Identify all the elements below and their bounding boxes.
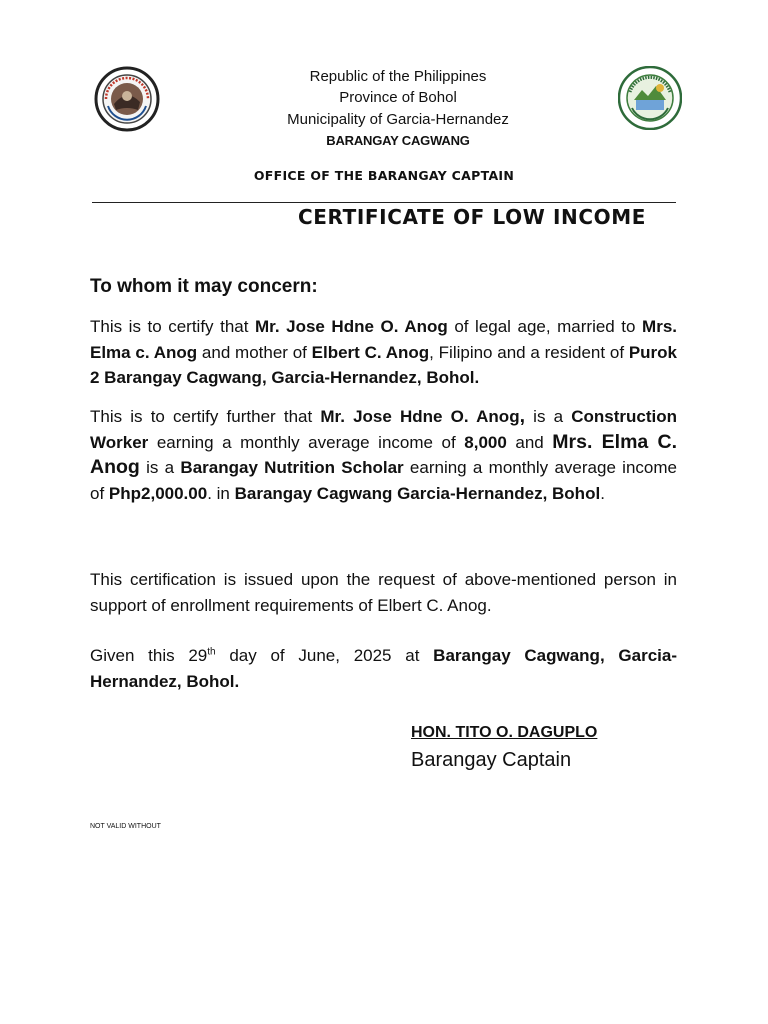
signatory-name: HON. TITO O. DAGUPLO xyxy=(411,724,598,741)
paragraph-purpose: This certification is issued upon the request of above-mentioned person in support of enrollment requirements of Elbert C. Anog. xyxy=(90,570,677,615)
header-divider xyxy=(92,202,676,203)
office-heading: OFFICE OF THE BARANGAY CAPTAIN xyxy=(253,168,515,183)
municipal-seal-logo xyxy=(618,66,682,130)
salutation: To whom it may concern: xyxy=(90,276,318,297)
paragraph-date-place: Given this 29th day of June, 2025 at Barangay Cagwang, Garcia-Hernandez, Bohol. xyxy=(90,646,677,691)
paragraph-income: This is to certify further that Mr. Jose Hdne O. Anog, is a Construction Worker earning a monthly average income of 8,000 and Mrs. Elma C. Anog is a Barangay Nutrition Scholar earning a monthly average income of Php2,000.00. in Barangay Cagwang Garcia-Hernandez, Bohol. xyxy=(90,405,677,503)
paragraph-identity: This is to certify that Mr. Jose Hdne O. Anog of legal age, married to Mrs. Elma c. Anog and mother of Elbert C. Anog, Filipino and a resident of Purok 2 Barangay Cagwang, Garcia-Hernandez, Bohol. xyxy=(90,317,678,387)
certificate-title: CERTIFICATE OF LOW INCOME xyxy=(297,205,646,229)
barangay-seal-logo xyxy=(94,66,160,132)
signatory-title: Barangay Captain xyxy=(411,749,572,771)
header-barangay: BARANGAY CAGWANG xyxy=(326,133,470,148)
header-municipality: Municipality of Garcia-Hernandez xyxy=(287,111,509,128)
validity-note: NOT VALID WITHOUT xyxy=(90,823,161,830)
header-province: Province of Bohol xyxy=(339,89,457,106)
header-republic: Republic of the Philippines xyxy=(309,68,487,85)
